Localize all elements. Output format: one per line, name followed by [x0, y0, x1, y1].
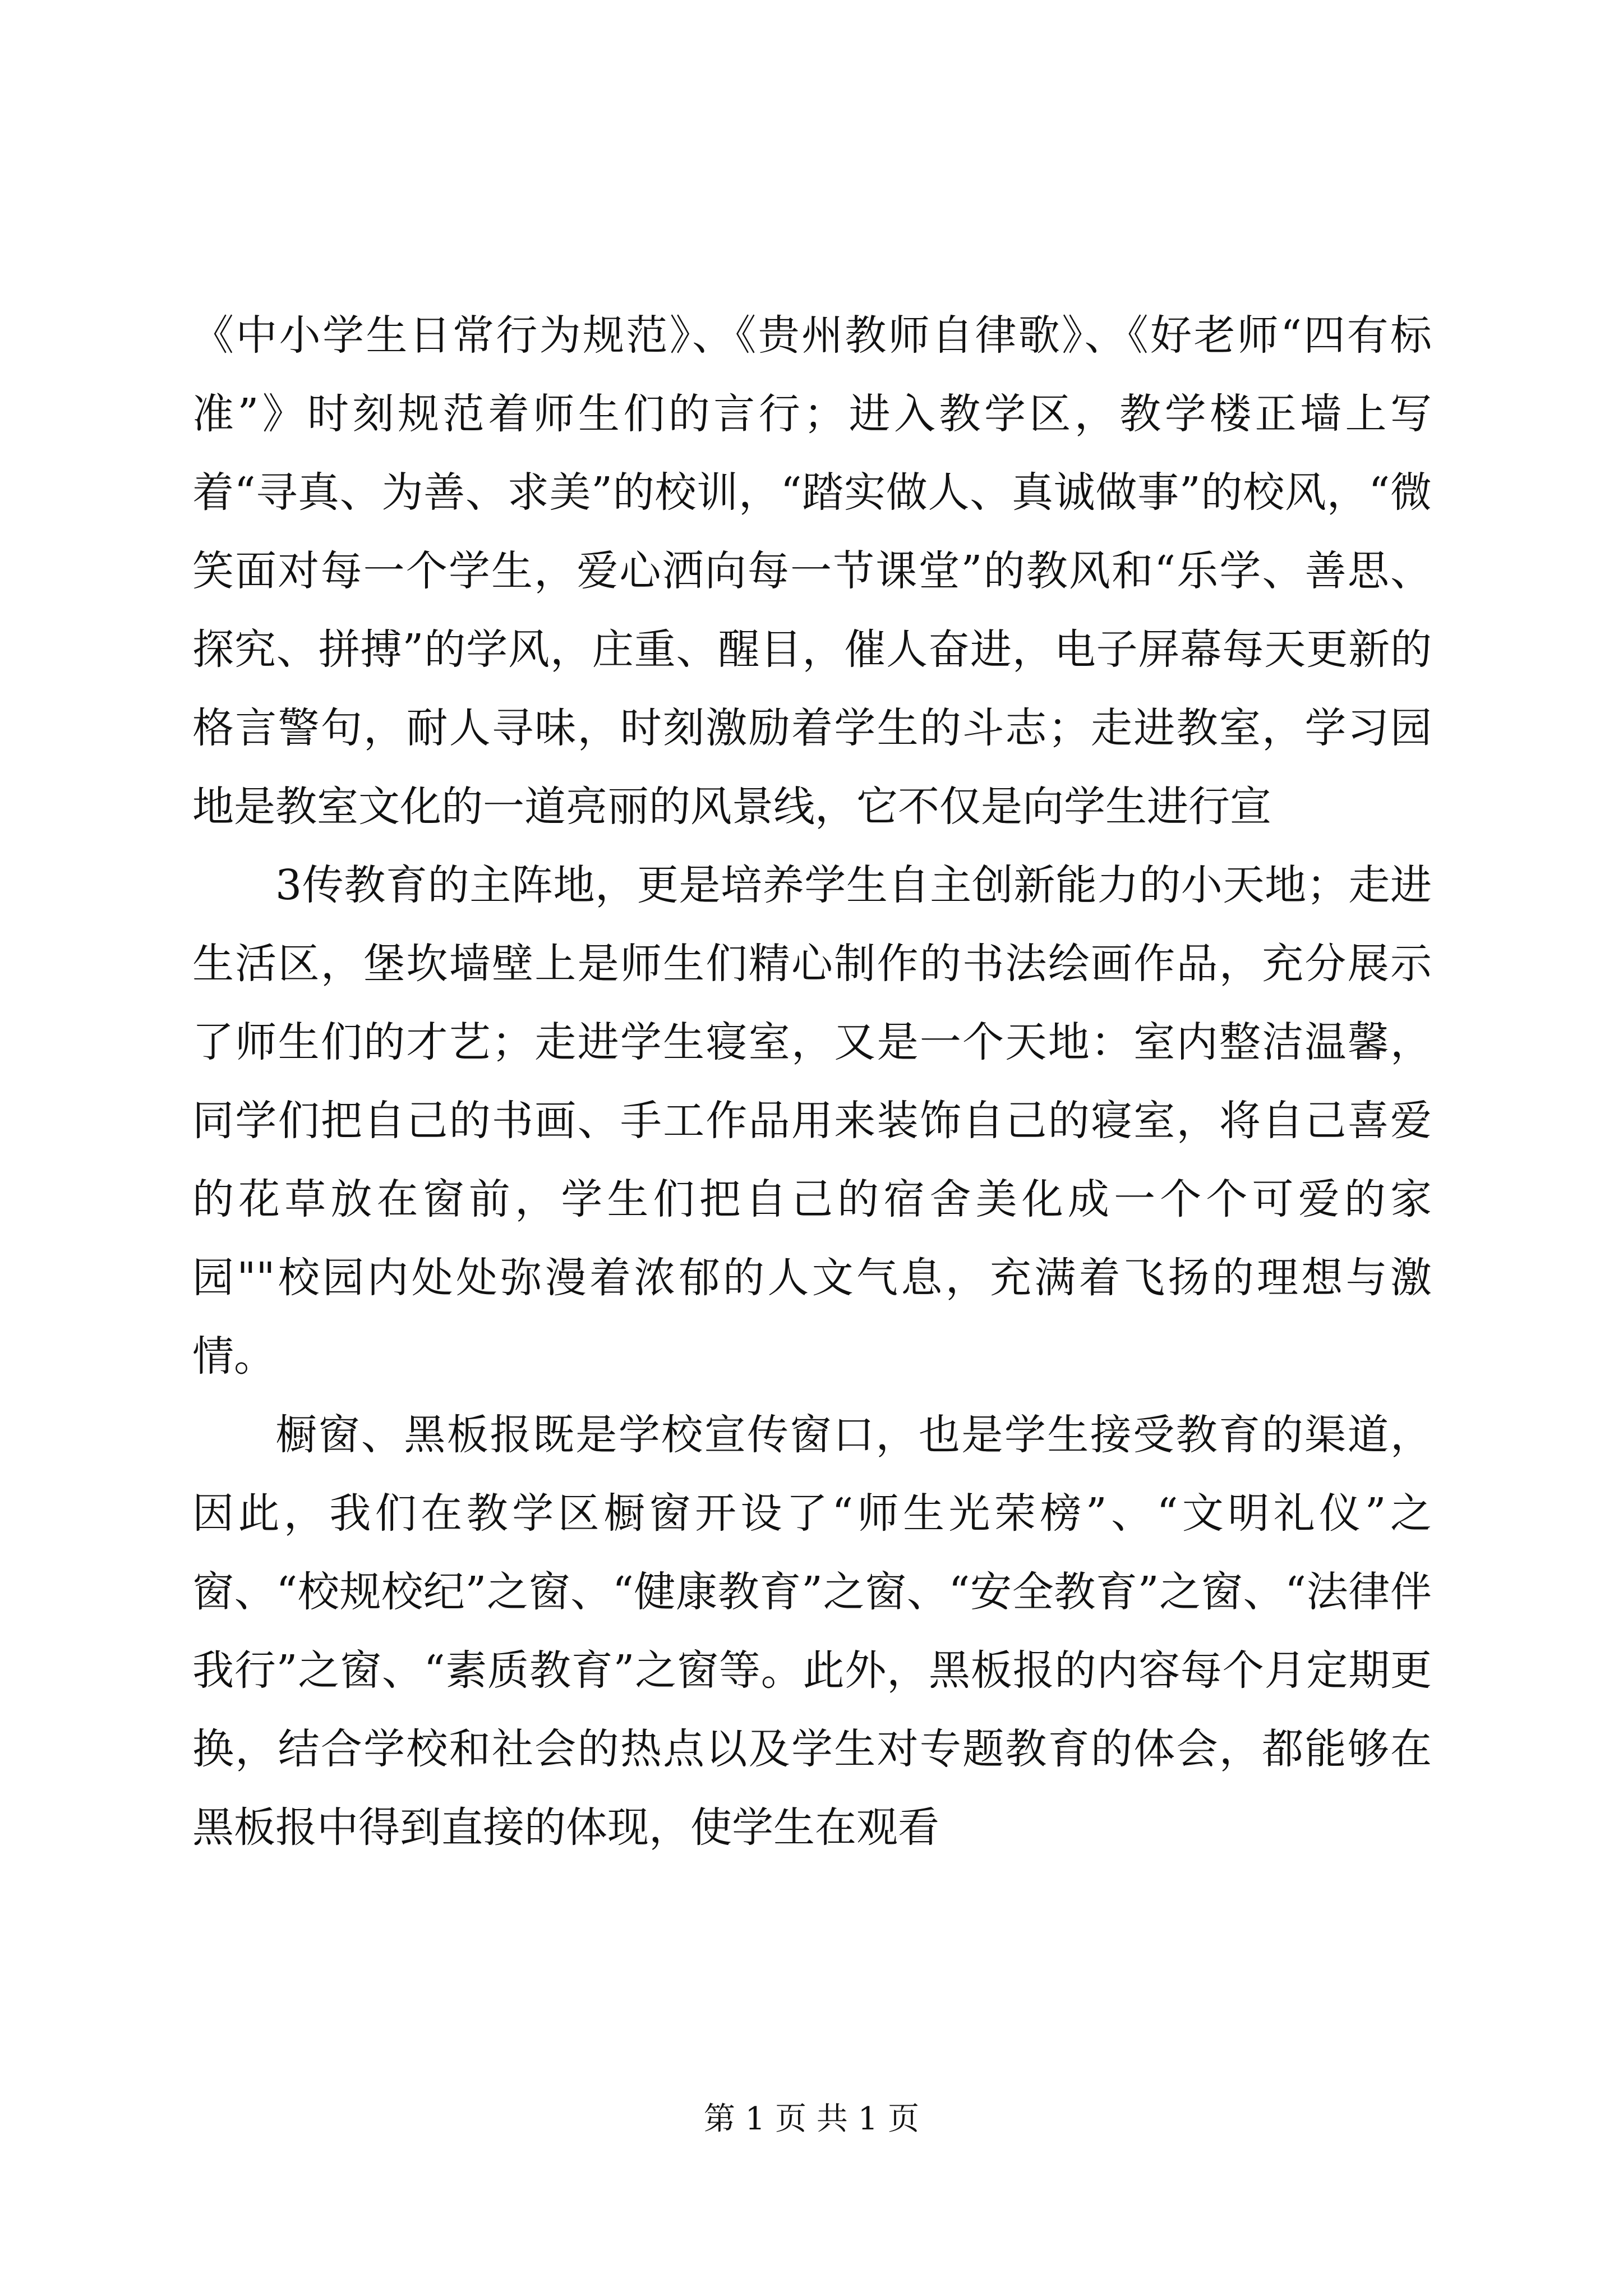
document-body [192, 296, 1432, 1867]
page-footer: 第 1 页 共 1 页 [703, 2101, 920, 2137]
paragraph-2: 3传教育的主阵地，更是培养学生自主创新能力的小天地；走进生活区，堡坎墙壁上是师生们精心制作的书法绘画作品，充分展示了师生们的才艺；走进学生寝室，又是一个天地：室内整洁温馨，同学们把自己的书画、手工作品用来装饰自己的寝室，将自己喜爱的花草放在窗前，学生们把自己的宿舍美化成一个个可爱的家园""校园内处处弥漫着浓郁的人文气息，充满着飞扬的理想与激情。 [192, 861, 1432, 1381]
paragraph-1: 《中小学生日常行为规范》、《贵州教师自律歌》、《好老师“四有标准”》时刻规范着师生们的言行；进入教学区，教学楼正墙上写着“寻真、为善、求美”的校训，“踏实做人、真诚做事”的校风，“微笑面对每一个学生，爱心洒向每一节课堂”的教风和“乐学、善思、探究、拼搏”的学风，庄重、醒目，催人奋进，电子屏幕每天更新的格言警句，耐人寻味，时刻激励着学生的斗志；走进教室，学习园地是教室文化的一道亮丽的风景线，它不仅是向学生进行宣 [192, 311, 1432, 831]
paragraph-3: 橱窗、黑板报既是学校宣传窗口，也是学生接受教育的渠道，因此，我们在教学区橱窗开设了“师生光荣榜”、“文明礼仪”之窗、“校规校纪”之窗、“健康教育”之窗、“安全教育”之窗、“法律伴我行”之窗、“素质教育”之窗等。此外，黑板报的内容每个月定期更换，结合学校和社会的热点以及学生对专题教育的体会，都能够在黑板报中得到直接的体现，使学生在观看 [192, 1411, 1432, 1852]
